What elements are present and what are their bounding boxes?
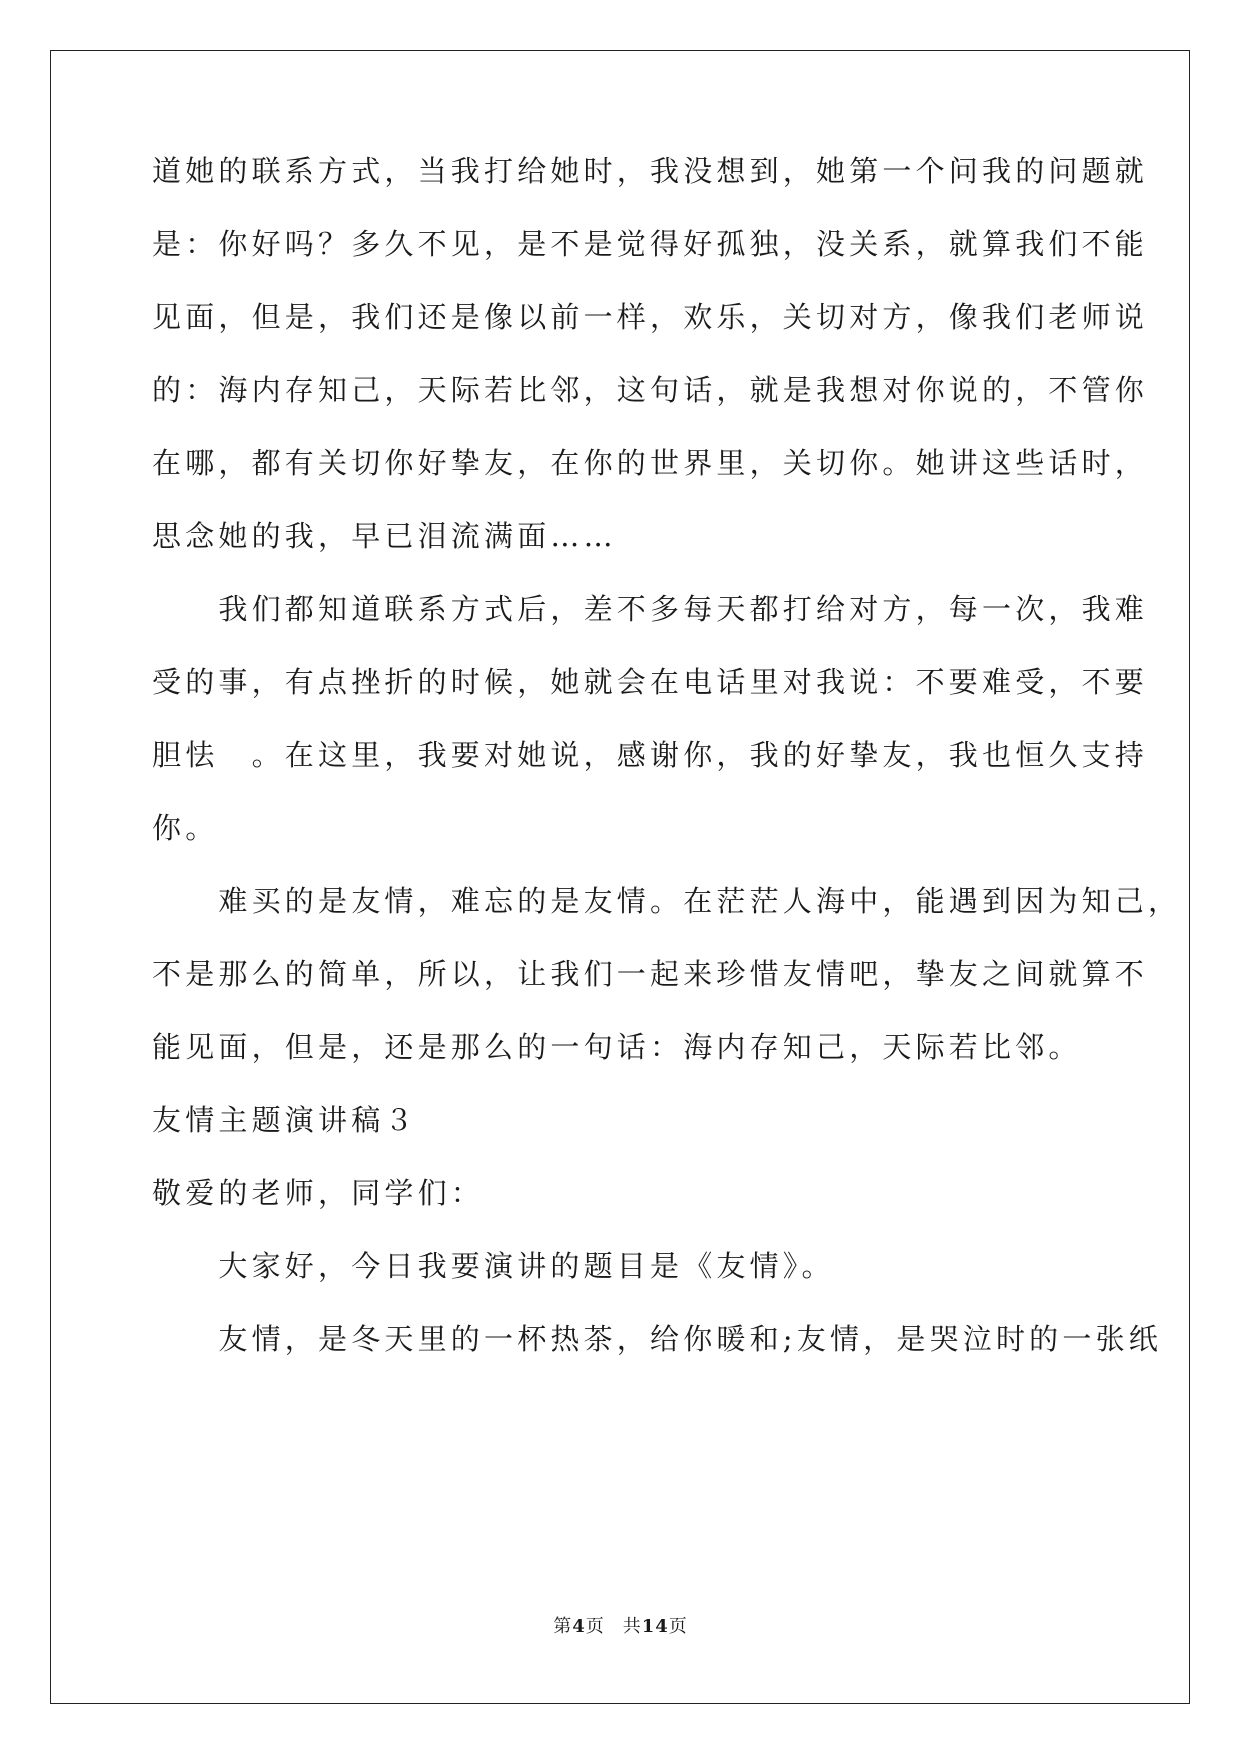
section-heading: 友情主题演讲稿３ (152, 1103, 418, 1137)
text-line: 道她的联系方式，当我打给她时，我没想到，她第一个问我的问题就 (152, 154, 1149, 188)
page-number: 4 (572, 1616, 586, 1637)
page-border (50, 50, 1190, 1704)
page-prefix: 第 (553, 1616, 573, 1637)
salutation: 敬爱的老师，同学们： (152, 1176, 485, 1210)
text-line: 在哪，都有关切你好挚友，在你的世界里，关切你。她讲这些话时， (152, 446, 1149, 480)
total-pages: 14 (641, 1616, 669, 1637)
text-line: 友情，是冬天里的一杯热茶，给你暖和;友情，是哭泣时的一张纸 (152, 1322, 1162, 1356)
page-footer (0, 1612, 1241, 1638)
total-prefix: 共 (622, 1616, 642, 1637)
text-line: 思念她的我，早已泪流满面…… (152, 519, 617, 553)
text-line: 难买的是友情，难忘的是友情。在茫茫人海中，能遇到因为知己， (152, 884, 1182, 918)
total-suffix: 页 (668, 1616, 688, 1637)
text-line: 不是那么的简单，所以，让我们一起来珍惜友情吧，挚友之间就算不 (152, 957, 1149, 991)
page-suffix: 页 (585, 1616, 605, 1637)
text-line: 是：你好吗？多久不见，是不是觉得好孤独，没关系，就算我们不能 (152, 227, 1149, 261)
text-line: 我们都知道联系方式后，差不多每天都打给对方，每一次，我难 (152, 592, 1149, 626)
text-line: 大家好，今日我要演讲的题目是《友情》。 (152, 1249, 835, 1283)
text-line: 能见面，但是，还是那么的一句话：海内存知己，天际若比邻。 (152, 1030, 1082, 1064)
text-line: 的：海内存知己，天际若比邻，这句话，就是我想对你说的，不管你 (152, 373, 1149, 407)
text-line: 受的事，有点挫折的时候，她就会在电话里对我说：不要难受，不要 (152, 665, 1149, 699)
text-line: 胆怯 。在这里，我要对她说，感谢你，我的好挚友，我也恒久支持 (152, 738, 1149, 772)
text-line: 见面，但是，我们还是像以前一样，欢乐，关切对方，像我们老师说 (152, 300, 1149, 334)
text-line: 你。 (152, 811, 219, 845)
